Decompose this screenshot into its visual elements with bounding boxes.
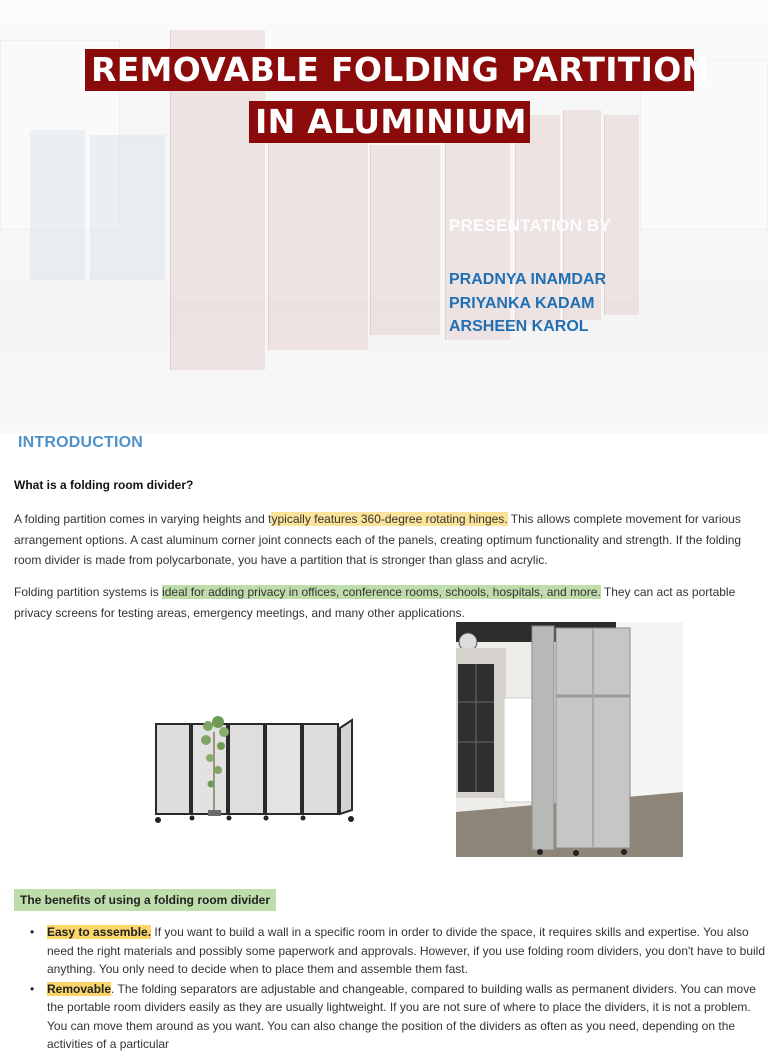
presentation-by-label: PRESENTATION BY (449, 216, 611, 235)
paragraph-text: They can act as portable privacy screens for testing areas, emergency meetings, and many other applications. (14, 585, 736, 620)
paragraph-text: A folding partition comes in varying heights and t (14, 512, 272, 526)
author-name: PRIYANKA KADAM (449, 294, 595, 312)
section-heading-introduction: INTRODUCTION (18, 434, 144, 451)
benefit-text: If you want to build a wall in a specific room in order to divide the space, it requires skills and expertise. You also need the right materials and possibly some paperwork and approvals. However, if you use folding room dividers, you don't have to build anything. You only need to decide when to place them and assemble them fast. (47, 925, 766, 976)
caster-wheels (155, 816, 354, 824)
paragraph-uses (14, 582, 764, 623)
benefits-heading: The benefits of using a folding room divider (14, 889, 276, 911)
list-item (30, 923, 766, 979)
list-item (30, 980, 766, 1054)
paragraph-definition (14, 509, 764, 571)
title-slide (0, 0, 768, 433)
room-partition-photo (456, 622, 683, 857)
divider-panels (156, 720, 352, 814)
paragraph-text: This allows complete movement for various arrangement options. A cast aluminum corner joint connects each of the panels, creating optimum functionality and strength. If the folding room divider is made from polycarbonate, you have a partition that is stronger than glass and acrylic. (14, 512, 742, 567)
paragraph-text: Folding partition systems is (14, 585, 163, 599)
author-list (449, 268, 606, 339)
author-name: PRADNYA INAMDAR (449, 271, 607, 288)
bullet-icon: • (30, 981, 35, 996)
author-name: ARSHEEN KAROL (449, 318, 589, 335)
highlighted-text: ypically features 360-degree rotating hinges. (271, 512, 508, 526)
benefits-list (30, 923, 766, 1055)
slide-title-line-1: REMOVABLE FOLDING PARTITION (85, 49, 694, 91)
question-heading: What is a folding room divider? (14, 478, 194, 492)
bullet-icon: • (30, 925, 35, 939)
benefit-term: Easy to assemble. (47, 925, 152, 939)
benefit-term: Removable (47, 981, 112, 996)
benefit-text: . The folding separators are adjustable and changeable, compared to building walls as permanent dividers. You can move the portable room dividers easily as they are usually lightweight. If you are not sure of where to place the dividers, it is not a problem. You can move them around as you want. You can also change the position of the dividers as often as you need, depending on the activities of a particular (47, 981, 756, 1051)
slide-title-line-2: IN ALUMINIUM (249, 101, 530, 143)
highlighted-text: ideal for adding privacy in offices, conference rooms, schools, hospitals, and more. (162, 585, 601, 599)
room-partition-illustration (456, 622, 683, 857)
folding-divider-image (148, 712, 362, 828)
